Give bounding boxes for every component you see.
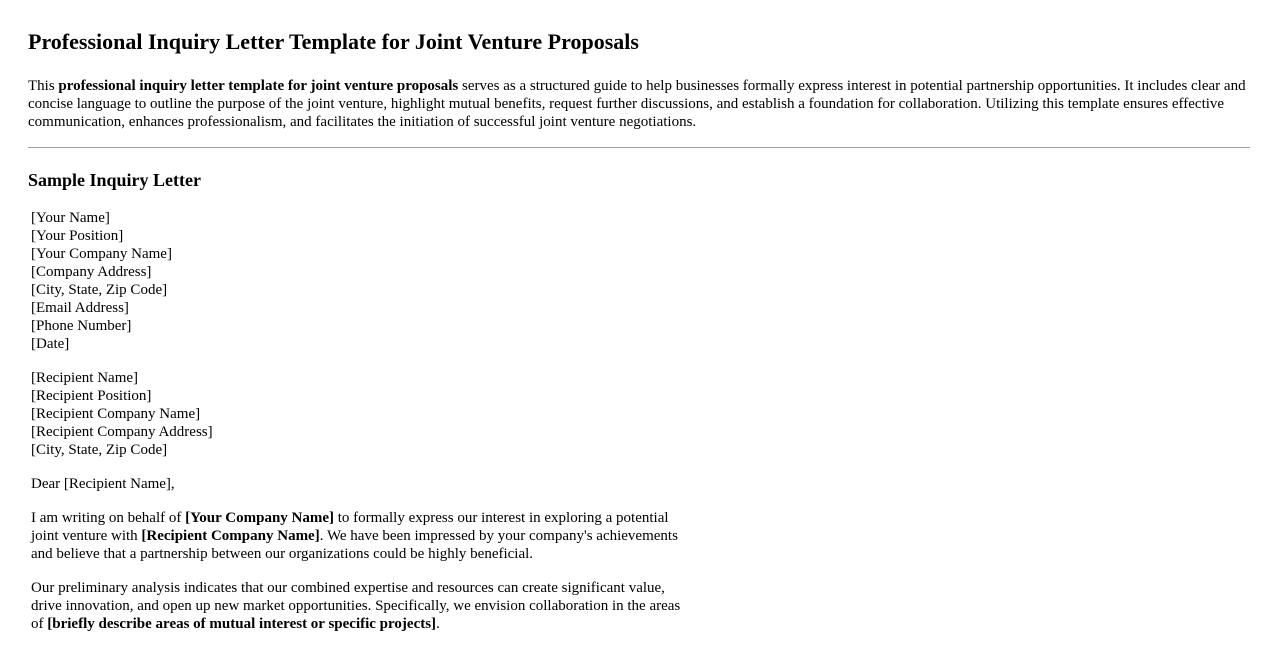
sample-letter (31, 209, 681, 633)
recipient-address-block (31, 369, 681, 459)
salutation: Dear [Recipient Name], (31, 476, 175, 492)
section-heading: Sample Inquiry Letter (28, 170, 201, 190)
recipient-position: [Recipient Position] (31, 388, 152, 404)
intro-paragraph (28, 77, 1248, 131)
page-title: Professional Inquiry Letter Template for Joint Venture Proposals (28, 29, 639, 54)
recipient-company: [Recipient Company Name] (31, 406, 201, 422)
sender-name: [Your Name] (31, 210, 110, 226)
intro-prefix: This (28, 78, 59, 94)
sender-email: [Email Address] (31, 300, 129, 316)
intro-suffix: serves as a structured guide to help businesses formally express interest in potential partnership opportunities. It includes clear and concise language to outline the purpose of the joint venture, highlight mutual benefits, request further discussions, and establish a foundation for collaboration. Utilizing this template ensures effective communication, enhances professionalism, and facilitates the initiation of successful joint venture negotiations. (28, 78, 1246, 130)
sender-address-block (31, 209, 681, 353)
paragraph-1-text-b: to formally express our interest in exploring a potential joint venture with (31, 510, 669, 544)
intro-bold-phrase: professional inquiry letter template for joint venture proposals (58, 78, 459, 94)
letter-date: [Date] (31, 336, 70, 352)
paragraph-1-text-a: I am writing on behalf of (31, 510, 186, 526)
sender-address: [Company Address] (31, 264, 152, 280)
sender-position: [Your Position] (31, 228, 124, 244)
paragraph-2-text-b: . (436, 616, 440, 632)
recipient-name: [Recipient Name] (31, 370, 139, 386)
sender-phone: [Phone Number] (31, 318, 132, 334)
letter-paragraph-1 (31, 509, 681, 563)
placeholder-your-company: [Your Company Name] (185, 510, 335, 526)
recipient-city: [City, State, Zip Code] (31, 442, 168, 458)
recipient-address: [Recipient Company Address] (31, 424, 213, 440)
paragraph-1-text-c: . We have been impressed by your company's achievements and believe that a partnership between our organizations could be highly beneficial. (31, 528, 678, 562)
placeholder-mutual-interest: [briefly describe areas of mutual interest or specific projects] (47, 616, 437, 632)
sender-city: [City, State, Zip Code] (31, 282, 168, 298)
placeholder-recipient-company: [Recipient Company Name] (141, 528, 320, 544)
divider (28, 147, 1250, 148)
paragraph-2-text-a: Our preliminary analysis indicates that our combined expertise and resources can create significant value, drive innovation, and open up new market opportunities. Specifically, we envision collaboration in the areas of (31, 580, 681, 632)
letter-paragraph-2 (31, 579, 681, 633)
sender-company: [Your Company Name] (31, 246, 172, 262)
